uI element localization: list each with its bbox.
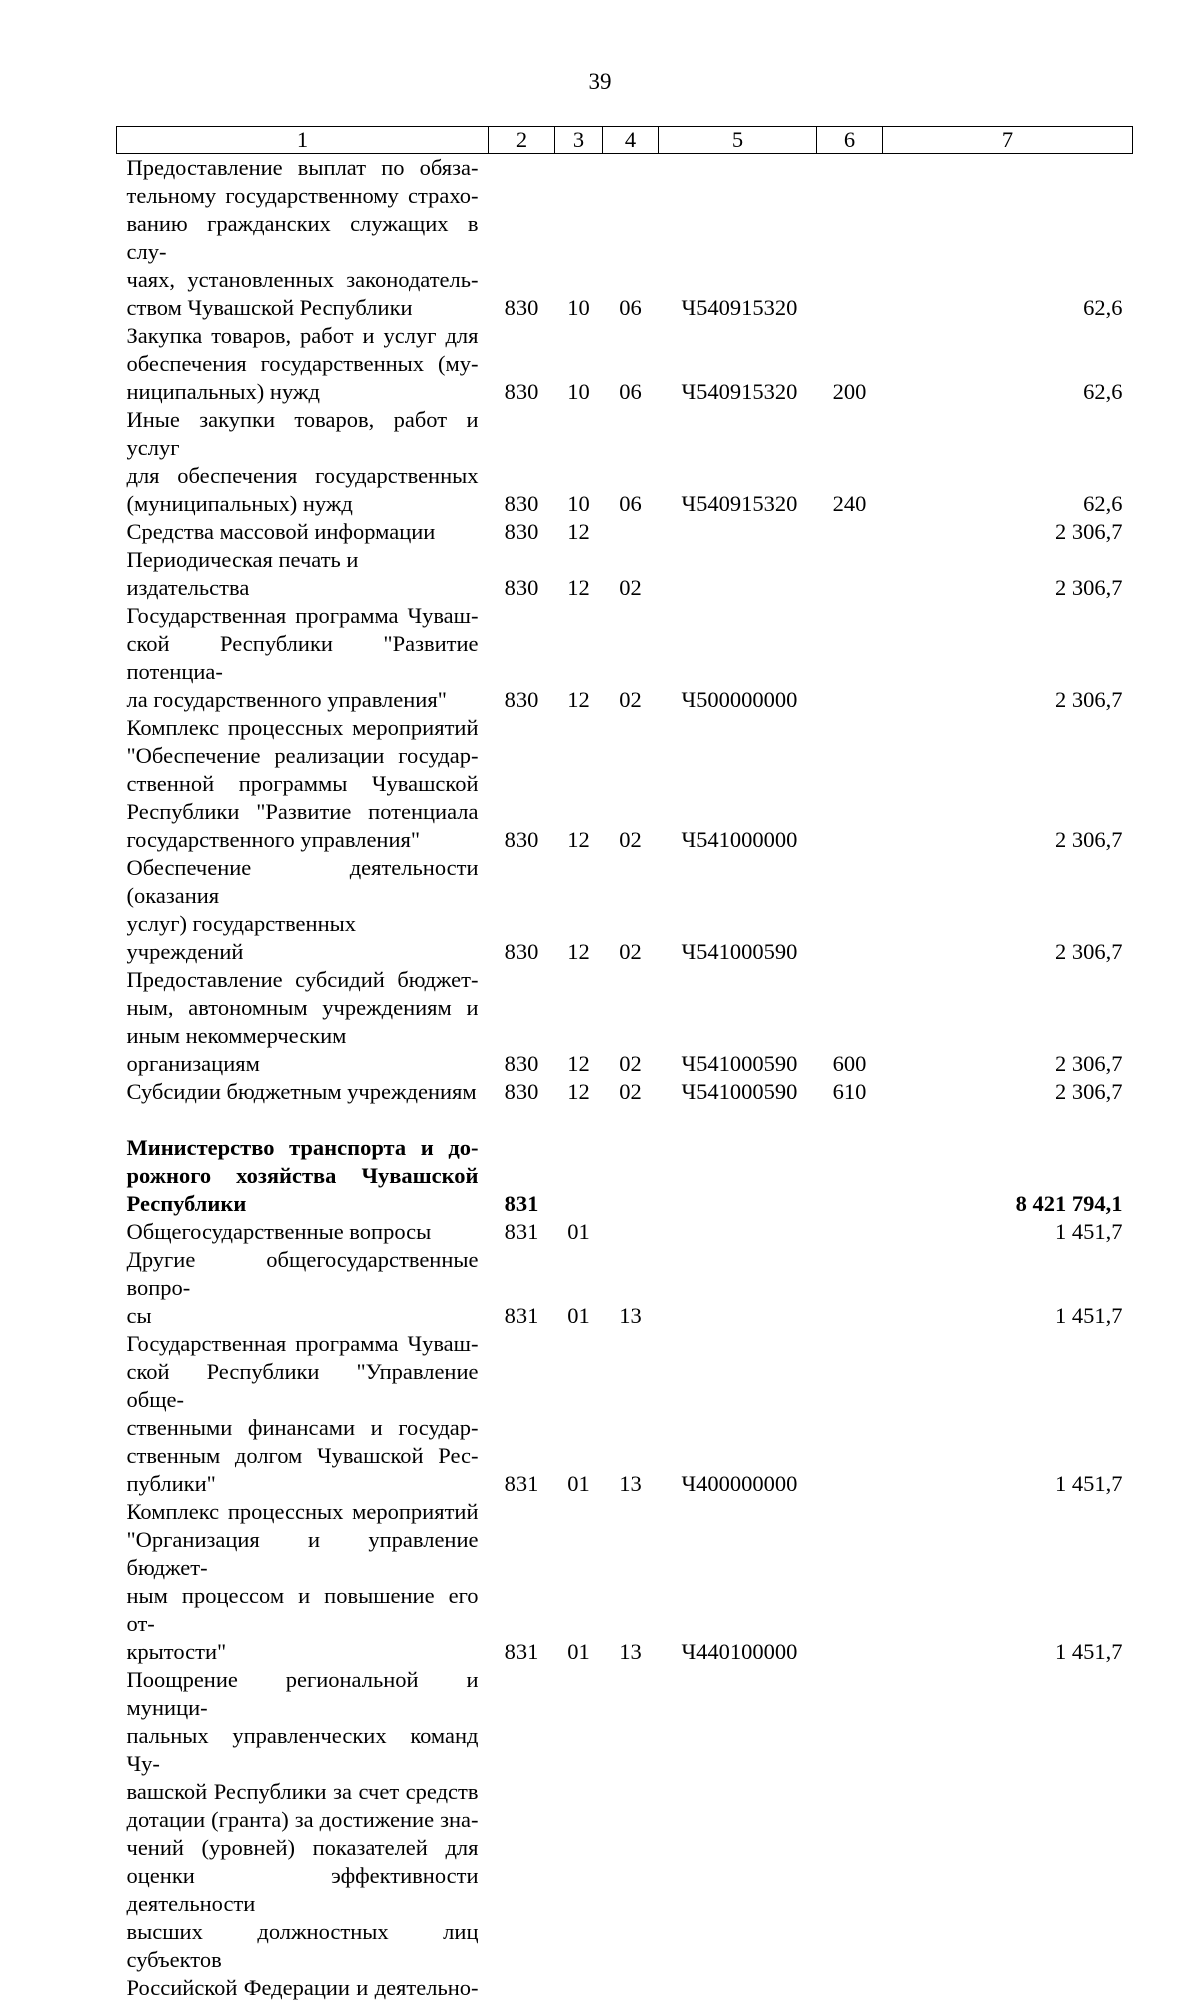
row-target-article-code: Ч500000000 xyxy=(659,602,817,714)
row-name-line: чений (уровней) показателей для xyxy=(127,1834,479,1862)
row-chapter-code: 12 xyxy=(555,966,603,1078)
table-row xyxy=(117,1246,1133,1330)
row-amount: 2 306,7 xyxy=(883,714,1133,854)
row-name-line: иным некоммерческим организациям xyxy=(127,1022,479,1078)
row-name-line: ственными финансами и государ- xyxy=(127,1414,479,1442)
row-name-cell xyxy=(117,1330,489,1498)
row-name-line: Другие общегосударственные вопро- xyxy=(127,1246,479,1302)
row-name-line: Государственная программа Чуваш- xyxy=(127,602,479,630)
row-name-line: услуг) государственных учреждений xyxy=(127,910,479,966)
row-expense-type-code xyxy=(817,1218,883,1246)
row-target-article-code xyxy=(659,1218,817,1246)
row-chapter-code: 12 xyxy=(555,854,603,966)
budget-table xyxy=(116,126,1133,2002)
row-amount: 62,6 xyxy=(883,154,1133,323)
header-col-5: 5 xyxy=(659,127,817,154)
table-row xyxy=(117,406,1133,518)
table-row xyxy=(117,1330,1133,1498)
row-amount: 8 421 794,1 xyxy=(883,1134,1133,1218)
row-expense-type-code xyxy=(817,1246,883,1330)
row-target-article-code xyxy=(659,1666,817,2002)
row-target-article-code xyxy=(659,1246,817,1330)
row-name-line: тельному государственному страхо- xyxy=(127,182,479,210)
table-row xyxy=(117,1666,1133,2002)
table-row xyxy=(117,714,1133,854)
row-name-line: Государственная программа Чуваш- xyxy=(127,1330,479,1358)
row-name-line: Субсидии бюджетным учреждениям xyxy=(127,1078,479,1106)
row-subsection-code: 02 xyxy=(603,714,659,854)
row-name-line: Комплекс процессных мероприятий xyxy=(127,1498,479,1526)
row-chapter-code xyxy=(555,1666,603,2002)
row-name-cell xyxy=(117,546,489,602)
row-name-cell xyxy=(117,1498,489,1666)
row-expense-type-code xyxy=(817,154,883,323)
row-name-cell xyxy=(117,322,489,406)
table-row xyxy=(117,854,1133,966)
row-target-article-code: Ч540915320 xyxy=(659,322,817,406)
row-expense-type-code xyxy=(817,1498,883,1666)
row-name-line: Поощрение региональной и муници- xyxy=(127,1666,479,1722)
header-col-3: 3 xyxy=(555,127,603,154)
row-target-article-code: Ч541000590 xyxy=(659,854,817,966)
row-chapter-code xyxy=(555,1134,603,1218)
row-name-line: Периодическая печать и издательства xyxy=(127,546,479,602)
row-subsection-code: 02 xyxy=(603,602,659,714)
row-expense-type-code xyxy=(817,1330,883,1498)
row-chapter-code: 01 xyxy=(555,1246,603,1330)
row-name-cell xyxy=(117,714,489,854)
row-name-line: "Обеспечение реализации государ- xyxy=(127,742,479,770)
row-expense-type-code xyxy=(817,1134,883,1218)
row-subsection-code xyxy=(603,518,659,546)
row-expense-type-code: 240 xyxy=(817,406,883,518)
row-subsection-code: 06 xyxy=(603,406,659,518)
row-chapter-code: 01 xyxy=(555,1498,603,1666)
row-name-line: Министерство транспорта и до- xyxy=(127,1134,479,1162)
row-name-line: Российской Федерации и деятельно- xyxy=(127,1974,479,2002)
row-target-article-code: Ч541000590 xyxy=(659,966,817,1078)
row-section-code xyxy=(489,1666,555,2002)
row-section-code: 830 xyxy=(489,154,555,323)
row-subsection-code: 02 xyxy=(603,966,659,1078)
row-name-line: ственным долгом Чувашской Рес- xyxy=(127,1442,479,1470)
header-col-4: 4 xyxy=(603,127,659,154)
table-row xyxy=(117,966,1133,1078)
row-target-article-code xyxy=(659,518,817,546)
table-row xyxy=(117,1134,1133,1218)
table-row xyxy=(117,1498,1133,1666)
row-section-code: 831 xyxy=(489,1330,555,1498)
row-chapter-code: 12 xyxy=(555,714,603,854)
row-amount: 62,6 xyxy=(883,406,1133,518)
row-name-line: Закупка товаров, работ и услуг для xyxy=(127,322,479,350)
row-subsection-code: 06 xyxy=(603,154,659,323)
row-name-line: ла государственного управления" xyxy=(127,686,479,714)
table-row xyxy=(117,1078,1133,1106)
header-row xyxy=(117,127,1133,154)
row-amount: 2 306,7 xyxy=(883,966,1133,1078)
row-chapter-code: 12 xyxy=(555,546,603,602)
row-section-code: 830 xyxy=(489,714,555,854)
row-name-cell xyxy=(117,602,489,714)
row-chapter-code: 12 xyxy=(555,1078,603,1106)
row-amount: 2 306,7 xyxy=(883,518,1133,546)
row-section-code: 830 xyxy=(489,602,555,714)
row-target-article-code xyxy=(659,1134,817,1218)
row-name-line: ской Республики "Управление обще- xyxy=(127,1358,479,1414)
row-target-article-code: Ч541000000 xyxy=(659,714,817,854)
row-name-cell xyxy=(117,154,489,323)
row-amount: 1 451,7 xyxy=(883,1330,1133,1498)
row-expense-type-code xyxy=(817,1666,883,2002)
row-name-cell xyxy=(117,966,489,1078)
row-expense-type-code: 200 xyxy=(817,322,883,406)
row-section-code: 830 xyxy=(489,546,555,602)
row-name-line: Республики xyxy=(127,1190,479,1218)
row-name-line: Комплекс процессных мероприятий xyxy=(127,714,479,742)
row-amount: 2 306,7 xyxy=(883,1078,1133,1106)
row-expense-type-code xyxy=(817,546,883,602)
row-name-line: Средства массовой информации xyxy=(127,518,479,546)
row-chapter-code: 12 xyxy=(555,602,603,714)
row-name-line: дотации (гранта) за достижение зна- xyxy=(127,1806,479,1834)
row-name-cell xyxy=(117,1134,489,1218)
row-chapter-code: 10 xyxy=(555,406,603,518)
row-name-cell xyxy=(117,1246,489,1330)
row-expense-type-code: 610 xyxy=(817,1078,883,1106)
table-row xyxy=(117,154,1133,323)
row-name-line: ской Республики "Развитие потенциа- xyxy=(127,630,479,686)
row-amount: 2 306,7 xyxy=(883,546,1133,602)
header-col-7: 7 xyxy=(883,127,1133,154)
row-amount: 62,6 xyxy=(883,322,1133,406)
row-name-line: публики" xyxy=(127,1470,479,1498)
table-row xyxy=(117,1218,1133,1246)
row-chapter-code: 10 xyxy=(555,322,603,406)
row-name-line: крытости" xyxy=(127,1638,479,1666)
row-subsection-code: 02 xyxy=(603,1078,659,1106)
row-name-line: вашской Республики за счет средств xyxy=(127,1778,479,1806)
row-name-line: ством Чувашской Республики xyxy=(127,294,479,322)
row-section-code: 830 xyxy=(489,518,555,546)
row-section-code: 831 xyxy=(489,1498,555,1666)
row-subsection-code xyxy=(603,1134,659,1218)
row-section-code: 831 xyxy=(489,1246,555,1330)
row-section-code: 830 xyxy=(489,406,555,518)
row-target-article-code xyxy=(659,546,817,602)
row-name-line: Республики "Развитие потенциала xyxy=(127,798,479,826)
row-subsection-code: 13 xyxy=(603,1498,659,1666)
row-subsection-code xyxy=(603,1218,659,1246)
row-name-cell xyxy=(117,854,489,966)
row-name-line: ным, автономным учреждениям и xyxy=(127,994,479,1022)
row-name-line: (муниципальных) нужд xyxy=(127,490,479,518)
row-name-line: рожного хозяйства Чувашской xyxy=(127,1162,479,1190)
row-amount xyxy=(883,1666,1133,2002)
row-name-line: сы xyxy=(127,1302,479,1330)
row-name-cell xyxy=(117,518,489,546)
row-amount: 1 451,7 xyxy=(883,1246,1133,1330)
table-row xyxy=(117,546,1133,602)
row-section-code: 830 xyxy=(489,1078,555,1106)
row-name-line: для обеспечения государственных xyxy=(127,462,479,490)
row-target-article-code: Ч540915320 xyxy=(659,406,817,518)
page-number: 39 xyxy=(0,68,1200,96)
row-name-line: ниципальных) нужд xyxy=(127,378,479,406)
table-body xyxy=(117,154,1133,2002)
row-amount: 1 451,7 xyxy=(883,1218,1133,1246)
spacer-row xyxy=(117,1106,1133,1134)
row-target-article-code: Ч440100000 xyxy=(659,1498,817,1666)
table-row xyxy=(117,602,1133,714)
row-subsection-code: 13 xyxy=(603,1246,659,1330)
row-section-code: 830 xyxy=(489,322,555,406)
row-subsection-code xyxy=(603,1666,659,2002)
row-subsection-code: 02 xyxy=(603,854,659,966)
row-expense-type-code xyxy=(817,854,883,966)
row-expense-type-code: 600 xyxy=(817,966,883,1078)
row-name-line: ным процессом и повышение его от- xyxy=(127,1582,479,1638)
row-name-cell xyxy=(117,1666,489,2002)
row-name-line: чаях, установленных законодатель- xyxy=(127,266,479,294)
row-subsection-code: 02 xyxy=(603,546,659,602)
row-name-line: "Организация и управление бюджет- xyxy=(127,1526,479,1582)
row-expense-type-code xyxy=(817,714,883,854)
row-section-code: 831 xyxy=(489,1134,555,1218)
header-col-6: 6 xyxy=(817,127,883,154)
row-name-line: Иные закупки товаров, работ и услуг xyxy=(127,406,479,462)
row-name-line: государственного управления" xyxy=(127,826,479,854)
row-target-article-code: Ч540915320 xyxy=(659,154,817,323)
row-name-cell xyxy=(117,1078,489,1106)
row-name-line: высших должностных лиц субъектов xyxy=(127,1918,479,1974)
header-col-2: 2 xyxy=(489,127,555,154)
row-expense-type-code xyxy=(817,518,883,546)
row-expense-type-code xyxy=(817,602,883,714)
row-chapter-code: 01 xyxy=(555,1330,603,1498)
row-name-line: Общегосударственные вопросы xyxy=(127,1218,479,1246)
row-amount: 2 306,7 xyxy=(883,854,1133,966)
row-name-cell xyxy=(117,406,489,518)
row-name-line: пальных управленческих команд Чу- xyxy=(127,1722,479,1778)
row-name-line: ственной программы Чувашской xyxy=(127,770,479,798)
spacer-cell xyxy=(117,1106,1133,1134)
row-name-line: Обеспечение деятельности (оказания xyxy=(127,854,479,910)
row-amount: 1 451,7 xyxy=(883,1498,1133,1666)
table-row xyxy=(117,322,1133,406)
row-chapter-code: 10 xyxy=(555,154,603,323)
row-section-code: 830 xyxy=(489,966,555,1078)
row-section-code: 831 xyxy=(489,1218,555,1246)
row-subsection-code: 13 xyxy=(603,1330,659,1498)
row-name-line: оценки эффективности деятельности xyxy=(127,1862,479,1918)
row-chapter-code: 12 xyxy=(555,518,603,546)
header-col-1: 1 xyxy=(117,127,489,154)
row-name-cell xyxy=(117,1218,489,1246)
row-name-line: ванию гражданских служащих в слу- xyxy=(127,210,479,266)
row-name-line: обеспечения государственных (му- xyxy=(127,350,479,378)
row-target-article-code: Ч541000590 xyxy=(659,1078,817,1106)
row-subsection-code: 06 xyxy=(603,322,659,406)
row-section-code: 830 xyxy=(489,854,555,966)
row-amount: 2 306,7 xyxy=(883,602,1133,714)
table-row xyxy=(117,518,1133,546)
row-target-article-code: Ч400000000 xyxy=(659,1330,817,1498)
row-name-line: Предоставление субсидий бюджет- xyxy=(127,966,479,994)
row-chapter-code: 01 xyxy=(555,1218,603,1246)
row-name-line: Предоставление выплат по обяза- xyxy=(127,154,479,182)
